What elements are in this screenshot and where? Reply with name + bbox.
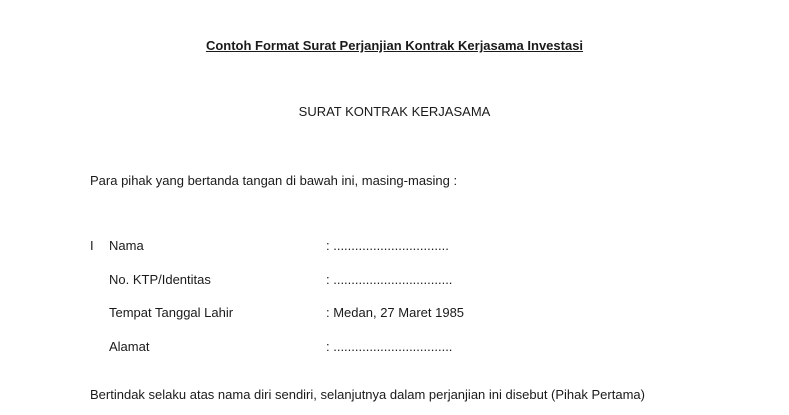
intro-paragraph: Para pihak yang bertanda tangan di bawah ini, masing-masing : xyxy=(90,173,458,188)
document-subtitle: SURAT KONTRAK KERJASAMA xyxy=(298,104,491,119)
field-value-ktp: : ................................. xyxy=(326,272,453,287)
field-label-ktp: No. KTP/Identitas xyxy=(109,272,211,287)
field-label-ttl: Tempat Tanggal Lahir xyxy=(109,305,234,320)
closing-paragraph: Bertindak selaku atas nama diri sendiri, selanjutnya dalam perjanjian ini disebut (Pihak Pertama) xyxy=(90,387,645,402)
field-value-alamat: : ................................. xyxy=(326,339,453,354)
field-value-nama: : ................................ xyxy=(326,238,449,253)
field-value-ttl: : Medan, 27 Maret 1985 xyxy=(326,305,465,320)
document-title: Contoh Format Surat Perjanjian Kontrak Kerjasama Investasi xyxy=(205,38,584,53)
field-label-nama: Nama xyxy=(109,238,144,253)
field-label-alamat: Alamat xyxy=(109,339,150,354)
party-number: I xyxy=(90,238,94,253)
